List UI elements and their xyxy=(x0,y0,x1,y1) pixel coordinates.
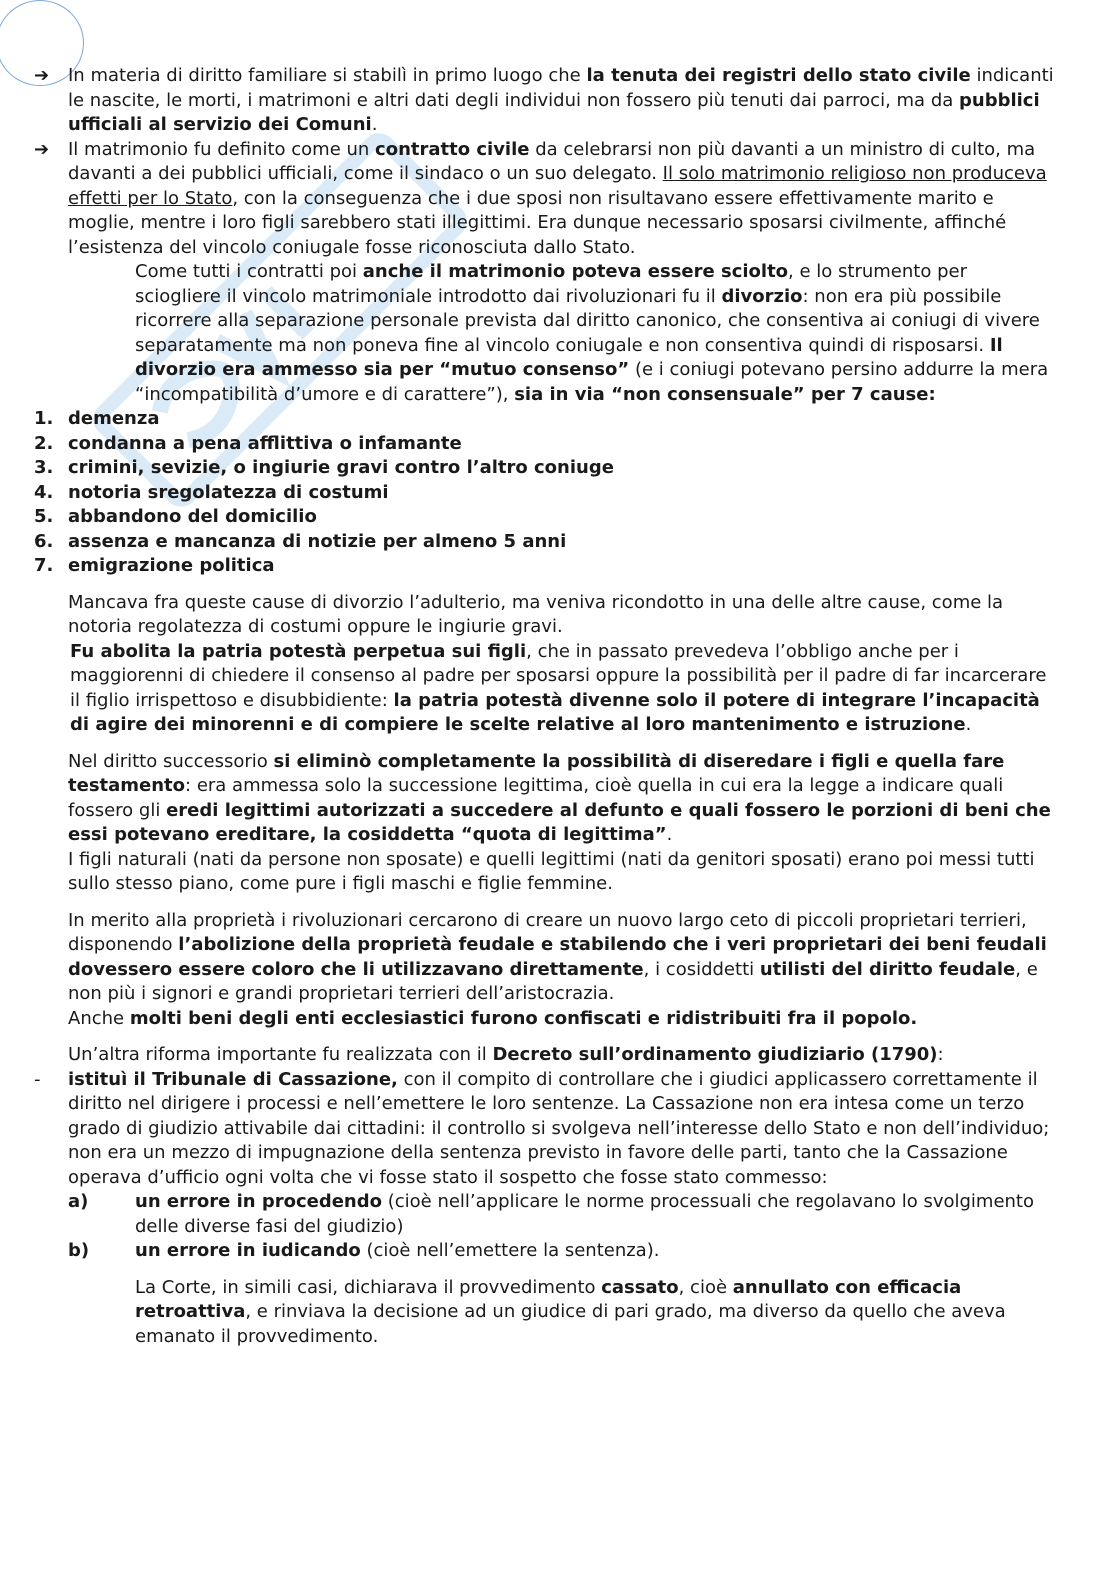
paragraph-figli: I figli naturali (nati da persone non sposate) e quelli legittimi (nati da genitori sposati) erano poi messi tutti sullo stesso piano, come pure i figli maschi e figlie femmine. xyxy=(68,848,1035,894)
paragraph-corte: La Corte, in simili casi, dichiarava il provvedimento cassato, cioè annullato con efficacia retroattiva, e rinviava la decisione ad un giudice di pari grado, ma diverso da quello che aveva emanato il provvedimento. xyxy=(135,1276,1006,1347)
arrow-bullet-icon: ➔ xyxy=(34,138,50,160)
list-item: 7. emigrazione politica xyxy=(34,555,275,576)
list-item: 6. assenza e mancanza di notizie per almeno 5 anni xyxy=(34,530,567,552)
paragraph-adulterio: Mancava fra queste cause di divorzio l’adulterio, ma veniva ricondotto in una delle altre cause, come la notoria regolatezza di costumi oppure le ingiurie gravi. xyxy=(68,591,1004,637)
paragraph-decreto: Un’altra riforma importante fu realizzata con il Decreto sull’ordinamento giudiziario (1790): xyxy=(68,1044,944,1065)
list-item: 1. demenza xyxy=(34,408,160,429)
list-item: 5. abbandono del domicilio xyxy=(34,506,317,527)
paragraph-beni-ecclesiastici: Anche molti beni degli enti ecclesiastici furono confiscati e ridistribuiti fra il popolo. xyxy=(68,1007,918,1029)
paragraph-cassazione: - istituì il Tribunale di Cassazione, con il compito di controllare che i giudici applicassero correttamente il diritto nel dirigere i processi e nell’emettere le loro sentenze. La Cassazione non era intesa come un terzo grado di giudizio attivabile dai cittadini: il controllo si svolgeva nell’interesse dello Stato e non dell’individuo; non era un mezzo di impugnazione della sentenza previsto in favore delle parti, tanto che la Cassazione operava d’ufficio ogni volta che vi fosse stato il sospetto che fosse stato commesso: xyxy=(34,1068,1050,1188)
paragraph-divorzio: Come tutti i contratti poi anche il matrimonio poteva essere sciolto, e lo strumento per sciogliere il vincolo matrimoniale introdotto dai rivoluzionari fu il divorzio: non era più possibile ricorrere alla separazione personale prevista dal diritto canonico, che consentiva ai coniugi di vivere separatamente ma non poneva fine al vincolo coniugale e non consentiva quindi di risposarsi. Il divorzio era ammesso sia per “mutuo consenso” (e i coniugi potevano persino addurre la mera “incompatibilità d’umore e di carattere”), sia in via “non consensuale” per 7 cause: xyxy=(135,261,1049,405)
list-item: 4. notoria sregolatezza di costumi xyxy=(34,481,389,503)
paragraph-registri: ➔ In materia di diritto familiare si stabilì in primo luogo che la tenuta dei registri dello stato civile indicanti le nascite, le morti, i matrimoni e altri dati degli individui non fossero più tenuti dai parroci, ma da pubblici ufficiali al servizio dei Comuni. xyxy=(34,65,1054,135)
list-item: 2. condanna a pena afflittiva o infamante xyxy=(34,432,462,454)
paragraph-patria-potesta: Fu abolita la patria potestà perpetua sui figli, che in passato prevedeva l’obbligo anche per i maggiorenni di chiedere il consenso al padre per sposarsi oppure la possibilità per il padre di far incarcerare il figlio irrispettoso e disubbidiente: la patria potestà divenne solo il potere di integrare l’incapacità di agire dei minorenni e di compiere le scelte relative al loro mantenimento e istruzione. xyxy=(70,640,1047,735)
divorce-causes-list xyxy=(0,407,1118,579)
paragraph-proprieta: In merito alla proprietà i rivoluzionari cercarono di creare un nuovo largo ceto di piccoli proprietari terrieri, disponendo l’abolizione della proprietà feudale e stabilendo che i veri proprietari dei beni feudali dovessero essere coloro che li utilizzavano direttamente, i cosiddetti utilisti del diritto feudale, e non più i signori e grandi proprietari terrieri dell’aristocrazia. xyxy=(68,909,1047,1004)
list-item: b) un errore in iudicando (cioè nell’emettere la sentenza). xyxy=(68,1240,660,1261)
document-body xyxy=(0,64,1118,1349)
arrow-bullet-icon: ➔ xyxy=(34,65,50,86)
list-item: 3. crimini, sevizie, o ingiurie gravi contro l’altro coniuge xyxy=(34,457,614,478)
paragraph-successione: Nel diritto successorio si eliminò completamente la possibilità di diseredare i figli e quella fare testamento: era ammessa solo la successione legittima, cioè quella in cui era la legge a indicare quali fossero gli eredi legittimi autorizzati a succedere al defunto e quali fossero le porzioni di beni che essi potevano ereditare, la cosiddetta “quota di legittima”. xyxy=(68,750,1051,845)
list-item: a) un errore in procedendo (cioè nell’applicare le norme processuali che regolavano lo svolgimento delle diverse fasi del giudizio) xyxy=(68,1191,1034,1237)
paragraph-matrimonio: ➔ Il matrimonio fu definito come un contratto civile da celebrarsi non più davanti a un ministro di culto, ma davanti a dei pubblici ufficiali, come il sindaco o un suo delegato. Il solo matrimonio religioso non produceva effetti per lo Stato, con la conseguenza che i due sposi non risultavano essere effettivamente marito e moglie, mentre i loro figli sarebbero stati illegittimi. Era dunque necessario sposarsi civilmente, affinché l’esistenza del vincolo coniugale fosse riconosciuta dallo Stato. xyxy=(34,138,1047,258)
dash-bullet: - xyxy=(34,1068,41,1090)
